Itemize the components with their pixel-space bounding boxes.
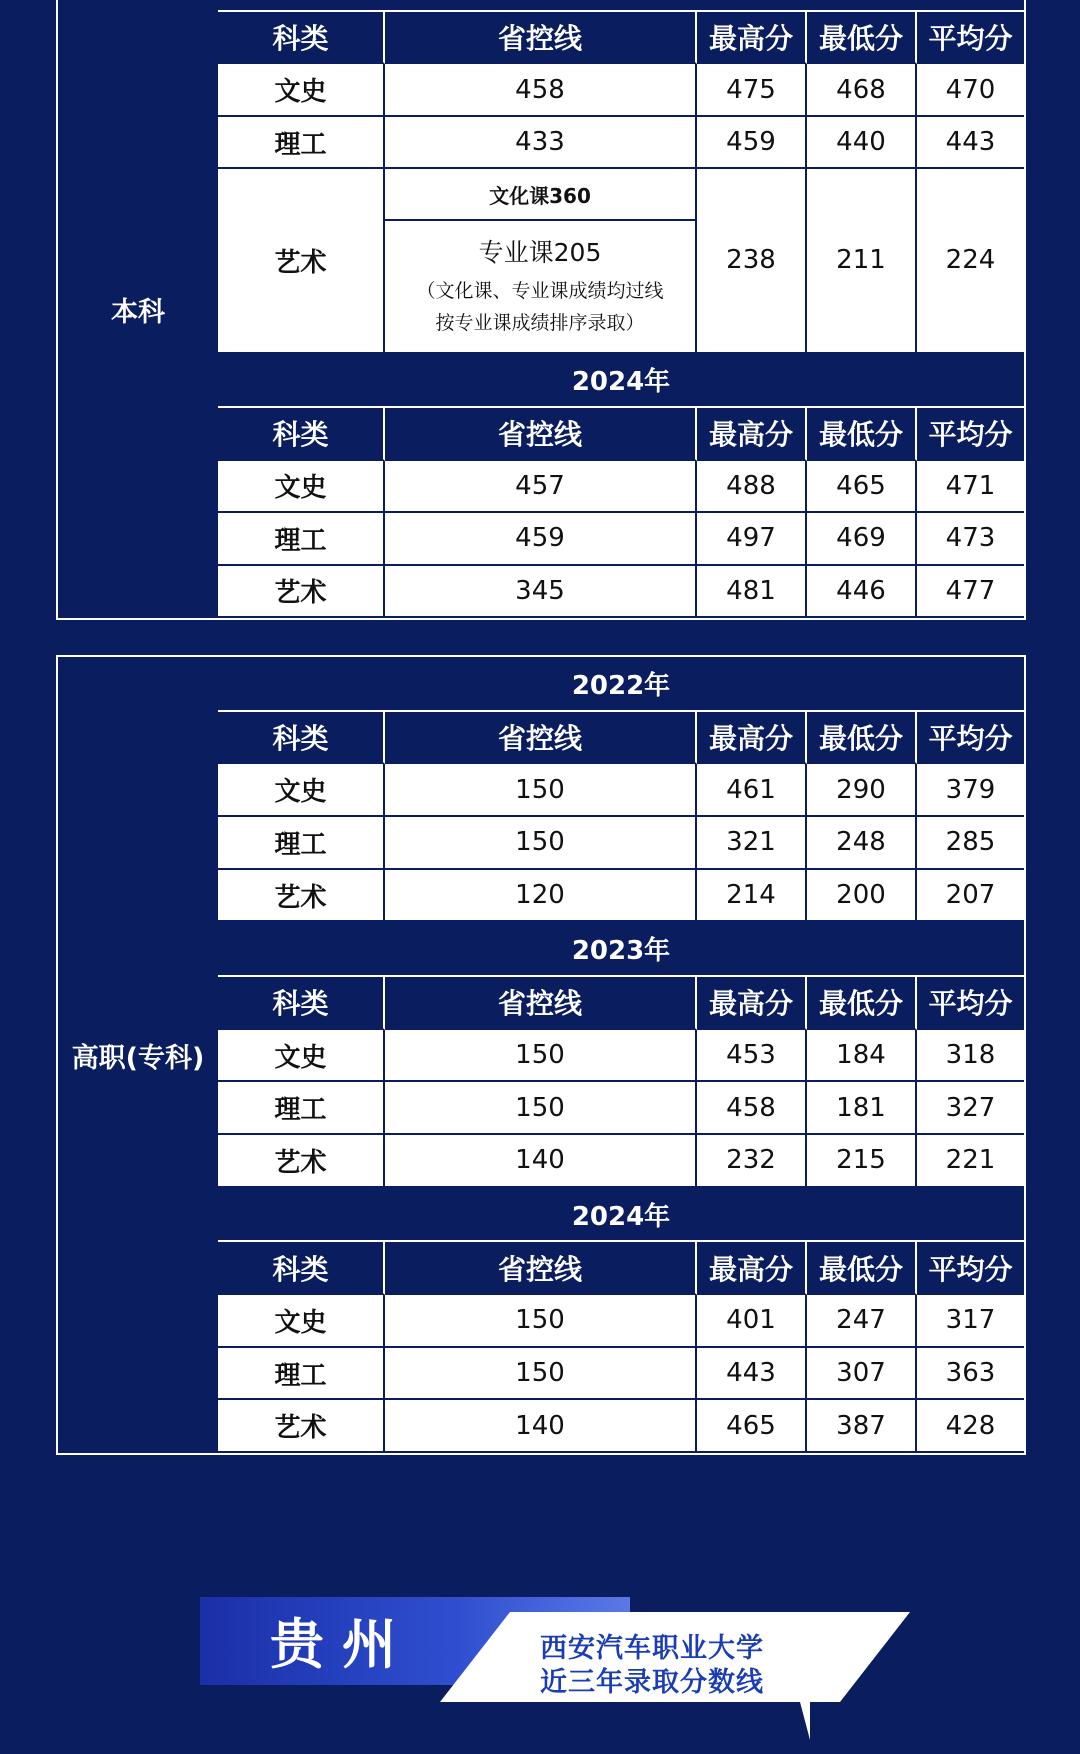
gaozhi-table — [218, 657, 1024, 1453]
header-min: 最低分 — [807, 1242, 917, 1295]
category-label-gaozhi: 高职(专科) — [58, 657, 218, 1453]
cell-category: 艺术 — [218, 566, 385, 618]
cell-category: 理工 — [218, 513, 385, 565]
cell-min: 446 — [807, 566, 917, 618]
header-control-line: 省控线 — [385, 1242, 697, 1295]
cell-category: 理工 — [218, 1082, 385, 1135]
cell-avg: 327 — [917, 1082, 1024, 1135]
table-row — [218, 117, 1024, 169]
cell-min: 200 — [807, 870, 917, 923]
cell-avg: 224 — [917, 169, 1024, 353]
cell-min: 440 — [807, 117, 917, 169]
cell-category: 理工 — [218, 117, 385, 169]
table-row — [218, 1082, 1024, 1135]
header-control-line: 省控线 — [385, 977, 697, 1030]
year-heading: 2022年 — [218, 657, 1024, 712]
header-category: 科类 — [218, 12, 385, 64]
cell-max: 459 — [697, 117, 807, 169]
table-header-row — [218, 712, 1024, 765]
cell-control-line: 120 — [385, 870, 697, 923]
header-max: 最高分 — [697, 12, 807, 64]
year-heading: 2023年 — [218, 922, 1024, 977]
benke-block — [56, 0, 1026, 620]
table-row — [218, 1135, 1024, 1188]
cell-category: 艺术 — [218, 169, 385, 353]
cell-avg: 471 — [917, 461, 1024, 513]
cell-avg: 477 — [917, 566, 1024, 618]
cell-avg: 285 — [917, 817, 1024, 870]
table-header-row — [218, 1242, 1024, 1295]
cell-category: 艺术 — [218, 1400, 385, 1453]
cell-avg: 318 — [917, 1030, 1024, 1083]
art-note-line2: 按专业课成绩排序录取） — [435, 312, 645, 335]
table-row — [218, 64, 1024, 116]
header-control-line: 省控线 — [385, 12, 697, 64]
cell-max: 321 — [697, 817, 807, 870]
cell-avg: 207 — [917, 870, 1024, 923]
table-row — [218, 817, 1024, 870]
cell-min: 184 — [807, 1030, 917, 1083]
cell-category: 文史 — [218, 461, 385, 513]
header-max: 最高分 — [697, 977, 807, 1030]
cell-control-line: 150 — [385, 764, 697, 817]
header-max: 最高分 — [697, 712, 807, 765]
cell-max: 475 — [697, 64, 807, 116]
cell-control-line: 150 — [385, 1348, 697, 1401]
header-min: 最低分 — [807, 712, 917, 765]
cell-category: 艺术 — [218, 1135, 385, 1188]
cell-min: 247 — [807, 1295, 917, 1348]
cell-min: 211 — [807, 169, 917, 353]
cell-min: 468 — [807, 64, 917, 116]
cell-control-line: 345 — [385, 566, 697, 618]
header-max: 最高分 — [697, 1242, 807, 1295]
header-category: 科类 — [218, 1242, 385, 1295]
art-major-block — [385, 221, 695, 351]
cell-max: 465 — [697, 1400, 807, 1453]
cell-min: 290 — [807, 764, 917, 817]
table-row — [218, 1030, 1024, 1083]
header-category: 科类 — [218, 408, 385, 460]
table-row — [218, 870, 1024, 923]
header-avg: 平均分 — [917, 712, 1024, 765]
cell-max: 458 — [697, 1082, 807, 1135]
cell-control-line: 433 — [385, 117, 697, 169]
cell-max: 238 — [697, 169, 807, 353]
cell-control-line: 150 — [385, 1295, 697, 1348]
header-control-line: 省控线 — [385, 408, 697, 460]
cell-max: 453 — [697, 1030, 807, 1083]
art-major-line: 专业课205 — [478, 238, 602, 268]
cell-avg: 443 — [917, 117, 1024, 169]
header-category: 科类 — [218, 977, 385, 1030]
cell-avg: 379 — [917, 764, 1024, 817]
table-header-row — [218, 977, 1024, 1030]
cell-max: 481 — [697, 566, 807, 618]
cell-category: 文史 — [218, 64, 385, 116]
year-heading: 2024年 — [218, 354, 1024, 408]
table-row — [218, 1295, 1024, 1348]
cell-avg: 317 — [917, 1295, 1024, 1348]
cell-control-line: 459 — [385, 513, 697, 565]
gaozhi-block — [56, 655, 1026, 1455]
cell-min: 387 — [807, 1400, 917, 1453]
cell-category: 文史 — [218, 1030, 385, 1083]
cell-max: 232 — [697, 1135, 807, 1188]
cell-control-line: 140 — [385, 1400, 697, 1453]
table-row-art — [218, 169, 1024, 353]
cell-avg: 221 — [917, 1135, 1024, 1188]
cell-avg: 363 — [917, 1348, 1024, 1401]
table-header-row — [218, 408, 1024, 460]
table-row — [218, 1348, 1024, 1401]
cell-control-line: 150 — [385, 817, 697, 870]
table-row — [218, 764, 1024, 817]
cell-min: 248 — [807, 817, 917, 870]
cell-max: 401 — [697, 1295, 807, 1348]
cell-control-line: 457 — [385, 461, 697, 513]
table-row — [218, 513, 1024, 565]
cell-category: 艺术 — [218, 870, 385, 923]
cell-max: 443 — [697, 1348, 807, 1401]
cell-control-line: 458 — [385, 64, 697, 116]
cell-category: 文史 — [218, 1295, 385, 1348]
cell-max: 488 — [697, 461, 807, 513]
subtitle-line2: 近三年录取分数线 — [540, 1667, 764, 1698]
table-row — [218, 461, 1024, 513]
art-control-line-cell — [385, 169, 697, 353]
table-top-strip — [218, 0, 1024, 12]
year-heading: 2024年 — [218, 1188, 1024, 1243]
cell-min: 465 — [807, 461, 917, 513]
cell-control-line: 150 — [385, 1030, 697, 1083]
header-min: 最低分 — [807, 12, 917, 64]
cell-min: 181 — [807, 1082, 917, 1135]
art-culture-line: 文化课360 — [385, 169, 695, 221]
cell-avg: 473 — [917, 513, 1024, 565]
benke-table — [218, 0, 1024, 618]
cell-min: 307 — [807, 1348, 917, 1401]
cell-category: 文史 — [218, 764, 385, 817]
cell-category: 理工 — [218, 1348, 385, 1401]
cell-min: 469 — [807, 513, 917, 565]
header-min: 最低分 — [807, 408, 917, 460]
table-row — [218, 1400, 1024, 1453]
cell-control-line: 140 — [385, 1135, 697, 1188]
category-label-benke: 本科 — [58, 0, 218, 618]
header-control-line: 省控线 — [385, 712, 697, 765]
table-row — [218, 566, 1024, 618]
header-avg: 平均分 — [917, 408, 1024, 460]
art-note-line1: （文化课、专业课成绩均过线 — [416, 280, 664, 303]
cell-min: 215 — [807, 1135, 917, 1188]
cell-max: 214 — [697, 870, 807, 923]
header-max: 最高分 — [697, 408, 807, 460]
header-category: 科类 — [218, 712, 385, 765]
header-avg: 平均分 — [917, 977, 1024, 1030]
cell-avg: 428 — [917, 1400, 1024, 1453]
cell-control-line: 150 — [385, 1082, 697, 1135]
header-avg: 平均分 — [917, 12, 1024, 64]
subtitle-line1: 西安汽车职业大学 — [540, 1633, 764, 1664]
header-min: 最低分 — [807, 977, 917, 1030]
cell-max: 497 — [697, 513, 807, 565]
header-avg: 平均分 — [917, 1242, 1024, 1295]
table-header-row — [218, 12, 1024, 64]
cell-category: 理工 — [218, 817, 385, 870]
cell-max: 461 — [697, 764, 807, 817]
province-title: 贵州 — [270, 1612, 414, 1676]
cell-avg: 470 — [917, 64, 1024, 116]
